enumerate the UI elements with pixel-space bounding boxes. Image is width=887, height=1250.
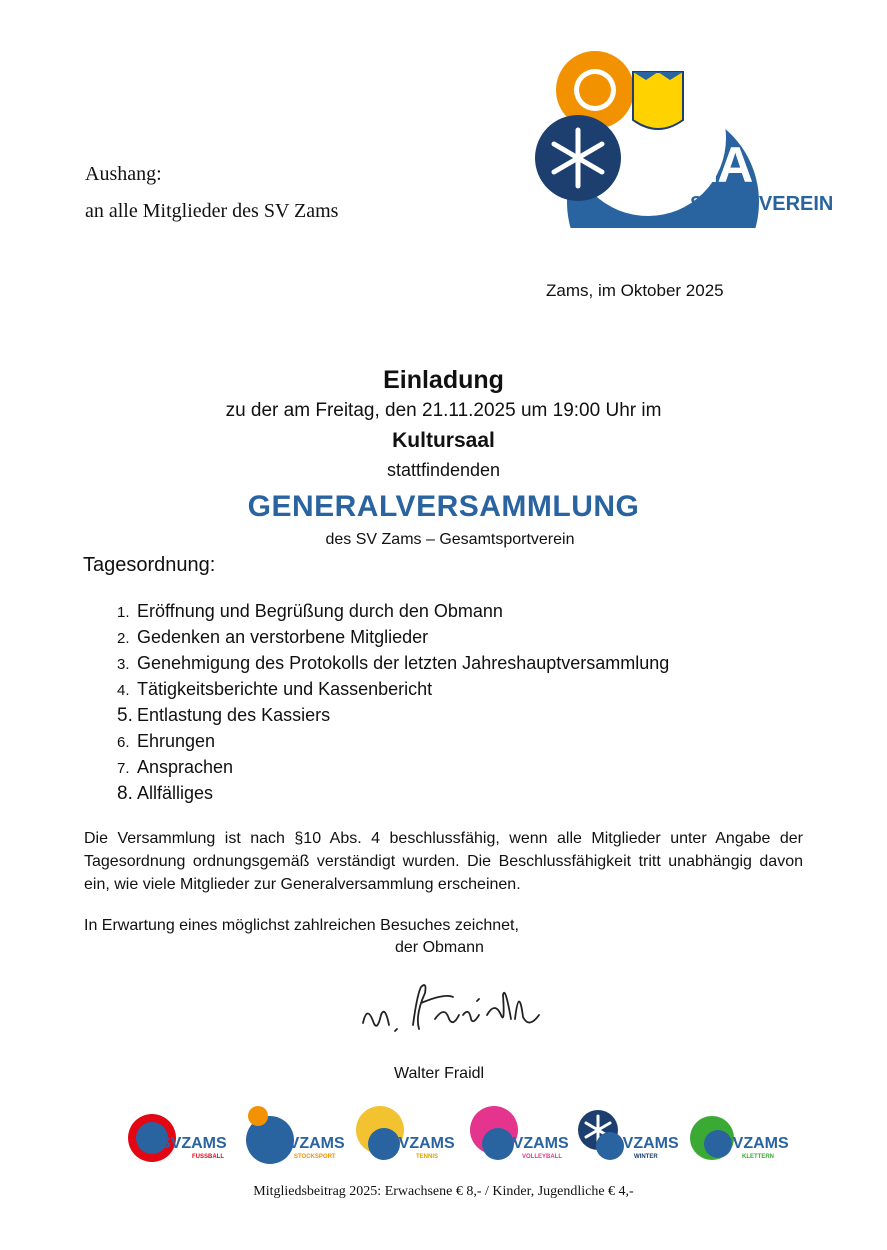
svg-text:VOLLEYBALL: VOLLEYBALL (522, 1154, 562, 1160)
fussball-logo (122, 1100, 232, 1170)
quorum-notice: Die Versammlung ist nach §10 Abs. 4 beschlussfähig, wenn alle Mitglieder unter Angabe der Tagesordnung ordnungsgemäß verständigt wurden. Die Beschlussfähigkeit tritt unabhängig davon ein, wie viele Mitglieder zur Generalversammlung erscheinen. (84, 830, 803, 893)
svg-text:WINTER: WINTER (634, 1154, 658, 1160)
agenda-item: 7. Ansprachen (117, 757, 234, 777)
recipients-line: an alle Mitglieder des SV Zams (85, 200, 339, 222)
tennis-logo (354, 1100, 464, 1170)
agenda-item: 8. Allfälliges (117, 783, 214, 804)
stock-icon (248, 1106, 268, 1126)
agenda-item: 6. Ehrungen (117, 731, 216, 751)
svg-text:FUSSBALL: FUSSBALL (192, 1154, 224, 1160)
stocksport-logo (240, 1100, 350, 1170)
agenda-item: 5. Entlastung des Kassiers (117, 705, 331, 726)
closing-line: In Erwartung eines möglichst zahlreichen Besuches zeichnet, (84, 917, 519, 934)
svg-text:SVZAMS: SVZAMS (160, 1135, 227, 1152)
place-date: Zams, im Oktober 2025 (546, 281, 724, 300)
svg-text:SVZAMS: SVZAMS (722, 1135, 789, 1152)
aushang-label: Aushang: (85, 163, 162, 185)
winter-logo (576, 1100, 686, 1170)
event-name: GENERALVERSAMMLUNG (247, 490, 640, 523)
volleyball-logo (466, 1100, 576, 1170)
invitation-title: Einladung (383, 366, 504, 394)
agenda-heading: Tagesordnung: (83, 554, 216, 576)
membership-fee: Mitgliedsbeitrag 2025: Erwachsene € 8,- / Kinder, Jugendliche € 4,- (253, 1184, 634, 1199)
svg-text:SVZAMS: SVZAMS (612, 1135, 679, 1152)
sv-zams-logo (528, 50, 838, 228)
crest-icon (633, 72, 683, 129)
signature (355, 975, 555, 1045)
agenda-item: 4. Tätigkeitsberichte und Kassenbericht (117, 679, 433, 699)
svg-text:TENNIS: TENNIS (416, 1154, 439, 1160)
venue: Kultursaal (392, 429, 495, 452)
svg-text:SPORTVEREIN: SPORTVEREIN (690, 193, 834, 215)
svg-text:SVZAMS: SVZAMS (278, 1135, 345, 1152)
signer-name: Walter Fraidl (394, 1065, 485, 1082)
agenda-list (117, 598, 669, 806)
agenda-item: 1. Eröffnung und Begrüßung durch den Obmann (117, 601, 503, 621)
svg-text:SVZAMS: SVZAMS (388, 1135, 455, 1152)
svg-text:SVZAMS: SVZAMS (502, 1135, 569, 1152)
agenda-item: 2. Gedenken an verstorbene Mitglieder (117, 627, 429, 647)
invitation-line: zu der am Freitag, den 21.11.2025 um 19:00 Uhr im (225, 400, 662, 421)
svg-text:SVZAMS: SVZAMS (620, 137, 829, 193)
agenda-item: 3. Genehmigung des Protokolls der letzten Jahreshauptversammlung (117, 653, 670, 673)
svg-text:KLETTERN: KLETTERN (742, 1154, 774, 1160)
event-subtitle: des SV Zams – Gesamtsportverein (325, 531, 575, 548)
svg-text:STOCKSPORT: STOCKSPORT (294, 1154, 336, 1160)
closing-role: der Obmann (395, 939, 484, 956)
klettern-logo (688, 1100, 798, 1170)
invitation-line: stattfindenden (386, 460, 501, 480)
